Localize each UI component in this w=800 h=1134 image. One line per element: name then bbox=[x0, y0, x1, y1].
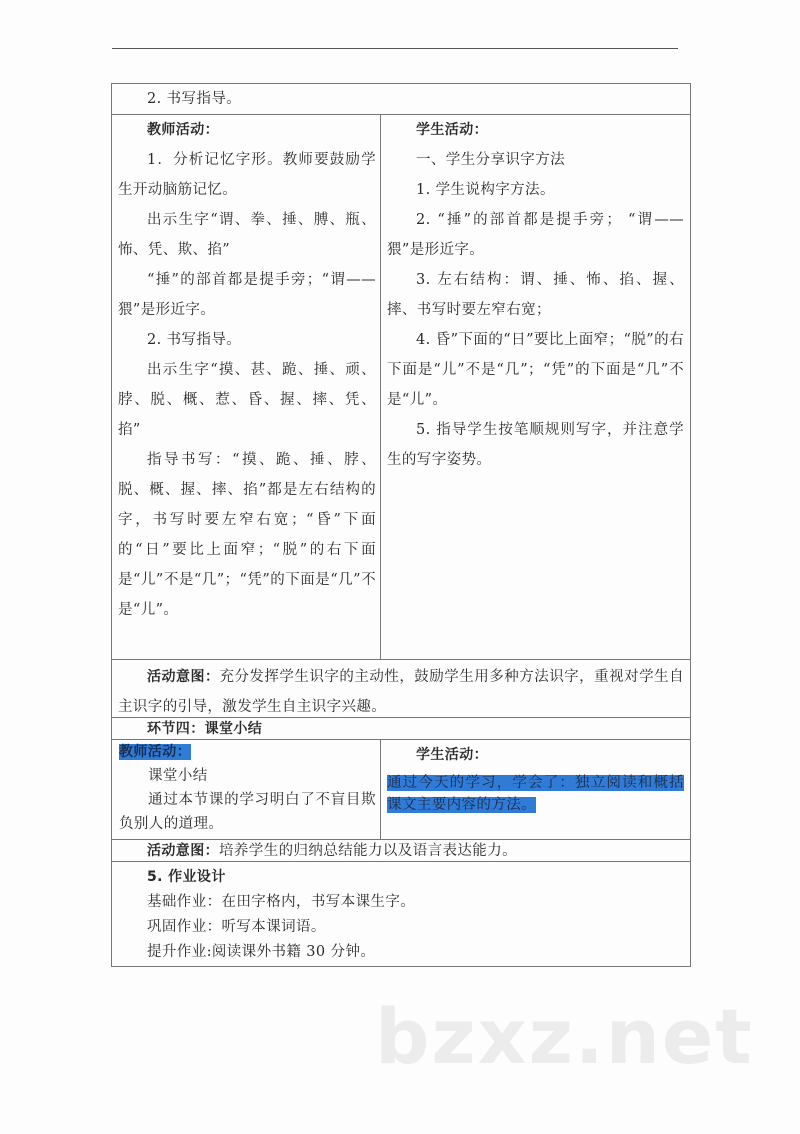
page-header-rule bbox=[112, 48, 678, 49]
teacher-paragraph: “捶”的部首都是提手旁；“谓——猥”是形近字。 bbox=[118, 272, 376, 318]
student-paragraph: 3. 左右结构：谓、捶、怖、掐、握、摔、书写时要左窄右宽； bbox=[387, 272, 684, 318]
teacher-paragraph: 课堂小结 bbox=[148, 768, 208, 784]
activity-intent bbox=[118, 662, 684, 722]
intent-text: 培养学生的归纳总结能力以及语言表达能力。 bbox=[219, 843, 517, 859]
student-paragraph: 5. 指导学生按笔顺规则写字，并注意学生的写字姿势。 bbox=[387, 422, 684, 468]
student-paragraph: 1. 学生说构字方法。 bbox=[416, 182, 555, 198]
activity-intent bbox=[118, 840, 684, 862]
student-paragraph: 一、学生分享识字方法 bbox=[416, 152, 565, 168]
homework-item: 巩固作业：听写本课词语。 bbox=[147, 919, 326, 935]
section-four-title-row bbox=[112, 718, 690, 740]
student-paragraph: 4. 昏”下面的“日”要比上面窄；“脱”的右下面是“儿”不是“几”；“凭”的下面是“几”不是“儿”。 bbox=[387, 332, 684, 408]
teacher-paragraph: 2. 书写指导。 bbox=[147, 332, 242, 348]
teacher-paragraph: 指导书写：“摸、跪、捶、脖、脱、概、握、摔、掐”都是左右结构的字，书写时要左窄右宽；“昏”下面的“日”要比上面窄；“脱”的右下面是“儿”不是“几”；“凭”的下面是“几”不是“儿”。 bbox=[118, 452, 376, 618]
intent-label: 活动意图： bbox=[147, 843, 219, 859]
section-four-title: 环节四：课堂小结 bbox=[147, 721, 263, 737]
student-activity-cell bbox=[381, 115, 690, 659]
selected-text[interactable]: 通过今天的学习，学会了：独立阅读和概括课文主要内容的方法。 bbox=[387, 775, 684, 813]
teacher-activity-heading: 教师活动： bbox=[147, 122, 219, 138]
intent-label: 活动意图： bbox=[147, 669, 220, 685]
section-three-activities-row bbox=[112, 115, 690, 660]
teacher-paragraph: 出示生字“摸、甚、跪、捶、顽、脖、脱、概、惹、昏、握、摔、凭、掐” bbox=[118, 362, 376, 438]
student-activity-heading: 学生活动： bbox=[416, 122, 488, 138]
section-four-activities-row bbox=[112, 740, 690, 840]
section-four-intent-row bbox=[112, 840, 690, 862]
teacher-paragraph: 通过本节课的学习明白了不盲目欺负别人的道理。 bbox=[119, 792, 376, 832]
selected-text[interactable]: 教师活动： bbox=[119, 744, 191, 760]
teacher-paragraph: 出示生字“谓、拳、捶、膊、瓶、怖、凭、欺、掐” bbox=[118, 212, 376, 258]
student-summary-cell bbox=[381, 740, 690, 839]
homework-item: 基础作业：在田字格内，书写本课生字。 bbox=[147, 894, 416, 910]
homework-item: 提升作业:阅读课外书籍 30 分钟。 bbox=[147, 944, 376, 960]
intent-text: 充分发挥学生识字的主动性，鼓励学生用多种方法识字，重视对学生自主识字的引导，激发学生自主识字兴趣。 bbox=[118, 669, 685, 715]
student-activity-heading: 学生活动： bbox=[416, 747, 488, 763]
section-three-intent-row bbox=[112, 660, 690, 718]
teacher-summary-cell bbox=[112, 740, 381, 839]
homework-row bbox=[112, 862, 690, 966]
homework-title: 5. 作业设计 bbox=[147, 869, 226, 885]
writing-guidance-text: 2. 书写指导。 bbox=[147, 91, 242, 107]
writing-guidance-row bbox=[112, 84, 690, 115]
student-summary-text[interactable] bbox=[387, 772, 684, 816]
teacher-activity-cell bbox=[112, 115, 381, 659]
teacher-activity-heading[interactable] bbox=[119, 740, 376, 764]
teacher-paragraph: 1．分析记忆字形。教师要鼓励学生开动脑筋记忆。 bbox=[118, 152, 376, 198]
watermark: bzxz.net bbox=[375, 992, 754, 1081]
student-paragraph: 2. “捶”的部首都是提手旁； “谓——猥”是形近字。 bbox=[387, 212, 684, 258]
lesson-plan-table bbox=[111, 83, 691, 967]
